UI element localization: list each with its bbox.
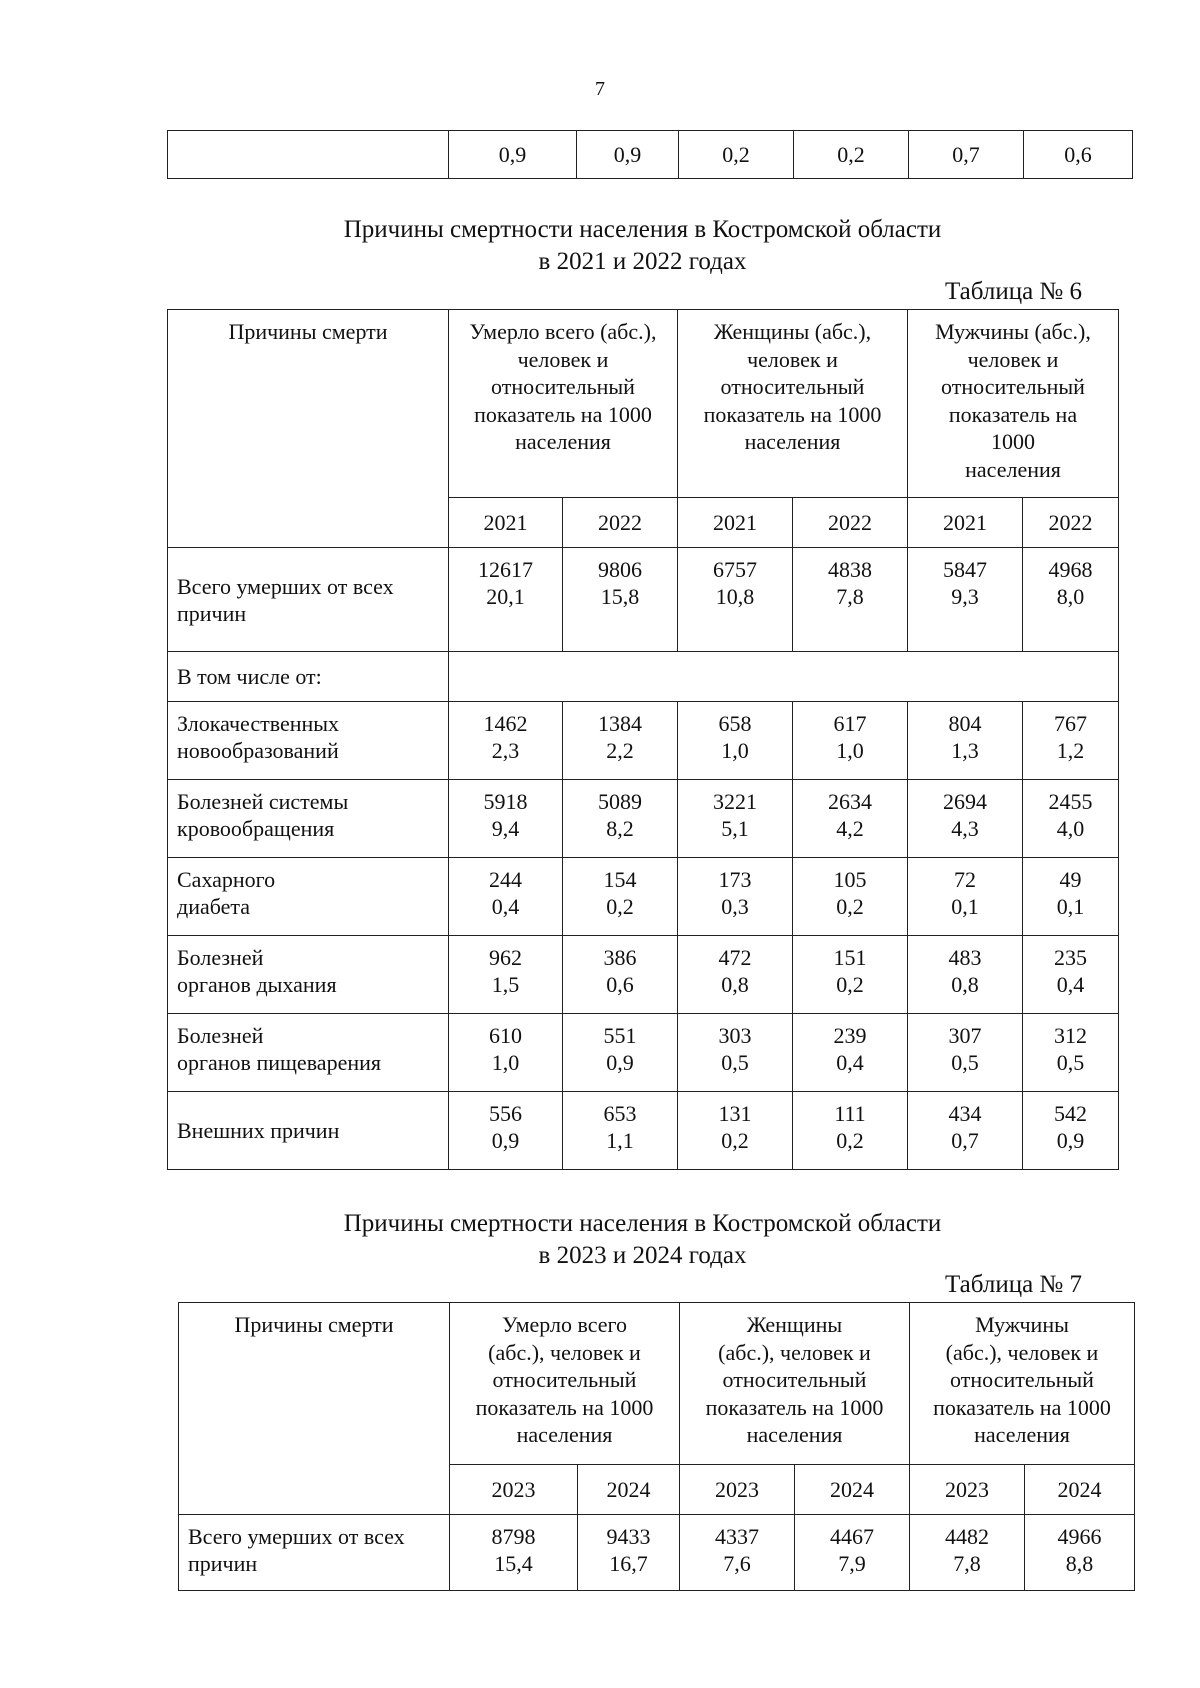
year-cell: 2021 (449, 498, 563, 548)
data-cell: 658 1,0 (678, 702, 793, 780)
header-men: Мужчины (абс.), человек и относительный показатель на 1000 населения (910, 1303, 1135, 1465)
header-total: Умерло всего (абс.), человек и относительный показатель на 1000 населения (449, 310, 678, 498)
table6 (167, 309, 1119, 1170)
table6-title-line1: Причины смертности населения в Костромской области (343, 216, 942, 243)
data-cell: 12617 20,1 (449, 548, 563, 652)
table-row (168, 131, 1133, 179)
data-cell: 111 0,2 (793, 1092, 908, 1170)
data-cell: 386 0,6 (563, 936, 678, 1014)
table6-title (0, 214, 1200, 278)
data-cell: 434 0,7 (908, 1092, 1023, 1170)
data-cell: 962 1,5 (449, 936, 563, 1014)
including-label: В том числе от: (168, 652, 449, 702)
year-cell: 2021 (678, 498, 793, 548)
data-cell: 303 0,5 (678, 1014, 793, 1092)
header-cause: Причины смерти (179, 1303, 450, 1515)
data-cell: 173 0,3 (678, 858, 793, 936)
data-cell: 4968 8,0 (1023, 548, 1119, 652)
row-label: Всего умерших от всех причин (168, 548, 449, 652)
table-row (168, 1014, 1119, 1092)
header-men: Мужчины (абс.), человек и относительный показатель на 1000 населения (908, 310, 1119, 498)
table-cell: 0,9 (577, 131, 679, 179)
table-row (168, 780, 1119, 858)
table-cell: 0,2 (794, 131, 909, 179)
data-cell: 2634 4,2 (793, 780, 908, 858)
data-cell: 472 0,8 (678, 936, 793, 1014)
data-cell: 9806 15,8 (563, 548, 678, 652)
year-cell: 2024 (1025, 1465, 1135, 1515)
data-cell: 1384 2,2 (563, 702, 678, 780)
table7-title (0, 1208, 1200, 1272)
page-number: 7 (595, 78, 605, 100)
data-cell: 2694 4,3 (908, 780, 1023, 858)
data-cell: 1462 2,3 (449, 702, 563, 780)
year-cell: 2021 (908, 498, 1023, 548)
data-cell: 154 0,2 (563, 858, 678, 936)
data-cell: 312 0,5 (1023, 1014, 1119, 1092)
data-cell: 307 0,5 (908, 1014, 1023, 1092)
table-row (168, 548, 1119, 652)
table-cell: 0,7 (909, 131, 1024, 179)
data-cell: 4337 7,6 (680, 1515, 795, 1591)
data-cell: 5918 9,4 (449, 780, 563, 858)
year-cell: 2022 (563, 498, 678, 548)
data-cell: 804 1,3 (908, 702, 1023, 780)
header-total: Умерло всего (абс.), человек и относительный показатель на 1000 населения (450, 1303, 680, 1465)
header-women: Женщины (абс.), человек и относительный показатель на 1000 населения (680, 1303, 910, 1465)
table7-title-line2: в 2023 и 2024 годах (538, 1242, 747, 1269)
table6-title-line2: в 2021 и 2022 годах (538, 248, 747, 275)
data-cell: 653 1,1 (563, 1092, 678, 1170)
table-row (168, 858, 1119, 936)
year-cell: 2023 (680, 1465, 795, 1515)
data-cell: 556 0,9 (449, 1092, 563, 1170)
year-cell: 2023 (910, 1465, 1025, 1515)
data-cell: 4966 8,8 (1025, 1515, 1135, 1591)
table7 (178, 1302, 1135, 1591)
data-cell: 5847 9,3 (908, 548, 1023, 652)
data-cell: 244 0,4 (449, 858, 563, 936)
data-cell: 235 0,4 (1023, 936, 1119, 1014)
data-cell: 4467 7,9 (795, 1515, 910, 1591)
data-cell: 767 1,2 (1023, 702, 1119, 780)
data-cell: 2455 4,0 (1023, 780, 1119, 858)
data-cell: 105 0,2 (793, 858, 908, 936)
row-label: Злокачественных новообразований (168, 702, 449, 780)
row-label: Внешних причин (168, 1092, 449, 1170)
table7-number: Таблица № 7 (945, 1271, 1083, 1298)
data-cell: 72 0,1 (908, 858, 1023, 936)
row-label: Болезней органов дыхания (168, 936, 449, 1014)
table-cell: 0,9 (449, 131, 577, 179)
data-cell: 483 0,8 (908, 936, 1023, 1014)
data-cell: 617 1,0 (793, 702, 908, 780)
table-cell: 0,6 (1024, 131, 1133, 179)
year-cell: 2022 (793, 498, 908, 548)
table-row (168, 1092, 1119, 1170)
including-row (168, 652, 1119, 702)
header-row (179, 1303, 1135, 1465)
row-label: Болезней органов пищеварения (168, 1014, 449, 1092)
year-cell: 2024 (578, 1465, 680, 1515)
row-label: Болезней системы кровообращения (168, 780, 449, 858)
year-cell: 2022 (1023, 498, 1119, 548)
data-cell: 8798 15,4 (450, 1515, 578, 1591)
data-cell: 6757 10,8 (678, 548, 793, 652)
table7-title-line1: Причины смертности населения в Костромской области (343, 1210, 942, 1237)
table6-number: Таблица № 6 (945, 278, 1083, 305)
row-label: Всего умерших от всех причин (179, 1515, 450, 1591)
data-cell: 3221 5,1 (678, 780, 793, 858)
header-cause: Причины смерти (168, 310, 449, 548)
data-cell: 610 1,0 (449, 1014, 563, 1092)
data-cell: 542 0,9 (1023, 1092, 1119, 1170)
continuation-table (167, 130, 1133, 179)
table-row (168, 702, 1119, 780)
row-label: Сахарного диабета (168, 858, 449, 936)
data-cell: 151 0,2 (793, 936, 908, 1014)
data-cell: 5089 8,2 (563, 780, 678, 858)
data-cell: 551 0,9 (563, 1014, 678, 1092)
data-cell: 49 0,1 (1023, 858, 1119, 936)
header-row (168, 310, 1119, 498)
data-cell: 9433 16,7 (578, 1515, 680, 1591)
data-cell: 4482 7,8 (910, 1515, 1025, 1591)
year-cell: 2024 (795, 1465, 910, 1515)
header-women: Женщины (абс.), человек и относительный показатель на 1000 населения (678, 310, 908, 498)
data-cell: 239 0,4 (793, 1014, 908, 1092)
data-cell: 131 0,2 (678, 1092, 793, 1170)
table-cell: 0,2 (679, 131, 794, 179)
data-cell: 4838 7,8 (793, 548, 908, 652)
table-row (168, 936, 1119, 1014)
including-blank (449, 652, 1119, 702)
table-row (179, 1515, 1135, 1591)
year-cell: 2023 (450, 1465, 578, 1515)
table-cell (168, 131, 449, 179)
